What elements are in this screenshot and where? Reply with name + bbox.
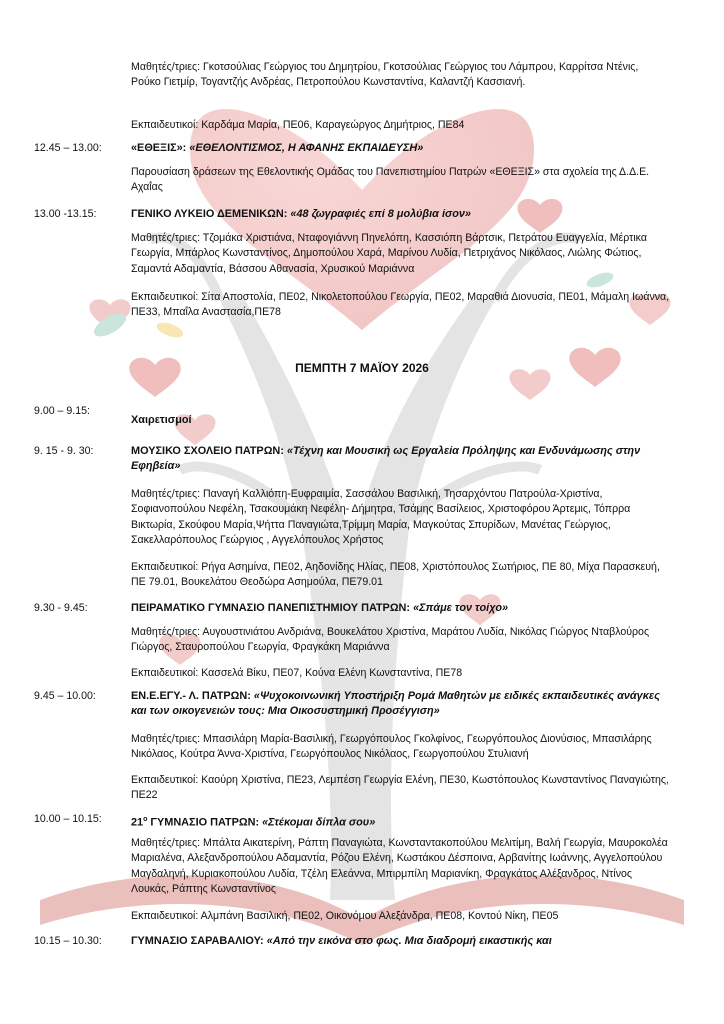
day-heading: ΠΕΜΠΤΗ 7 ΜΑΪΟΥ 2026 <box>295 361 429 375</box>
session-teachers: Εκπαιδευτικοί: Σίτα Αποστολία, ΠΕ02, Νικολετοπούλου Γεωργία, ΠΕ02, Μαραθιά Διονυσία, ΠΕ01, Μάμαλη Ιωάννα, ΠΕ33, Μπαΐλα Αναστασία,ΠΕ78 <box>131 291 670 319</box>
ordinal-superscript: ο <box>143 816 148 823</box>
session-time: 13.00 -13.15: <box>34 208 97 220</box>
session-teachers: Εκπαιδευτικοί: Κασσελά Βίκυ, ΠΕ07, Κούνα Ελένη Κωνσταντίνα, ΠΕ78 <box>131 667 463 679</box>
session-heading <box>131 934 671 949</box>
session-heading <box>131 207 671 222</box>
session-teachers: Εκπαιδευτικοί: Καούρη Χριστίνα, ΠΕ23, Λεμπέση Γεωργία Ελένη, ΠΕ30, Κωστόπουλος Κωνσταντίνος Παναγιώτης, ΠΕ22 <box>131 774 669 802</box>
session-description: Παρουσίαση δράσεων της Εθελοντικής Ομάδας του Πανεπιστημίου Πατρών «ΕΘΕΞΙΣ» στα σχολεία της Δ.Δ.Ε. Αχαΐας <box>131 166 650 194</box>
session-students: Μαθητές/τριες: Μπασιλάρη Μαρία-Βασιλική, Γεωργόπουλος Γκολφίνος, Γεωργόπουλος Διονύσιος, Μπασιλάρης Νικόλαος, Κούτρα Άννα-Χριστίνα, Γεωργόπουλος Νικόλαος, Γεωργοπούλου Στυλιανή <box>131 733 652 761</box>
session-title: «48 ζωγραφιές επί 8 μολύβια ίσον» <box>290 208 471 220</box>
session-heading <box>131 601 671 616</box>
session-title: «Τέχνη και Μουσική ως Εργαλεία Πρόληψης και Ενδυνάμωσης στην Εφηβεία» <box>131 445 641 473</box>
session-heading <box>131 689 671 720</box>
session-title: «ΕΘΕΛΟΝΤΙΣΜΟΣ, Η ΑΦΑΝΗΣ ΕΚΠΑΙΔΕΥΣΗ» <box>189 142 424 154</box>
session-time: 12.45 – 13.00: <box>34 142 102 154</box>
session-heading <box>131 141 671 156</box>
session-teachers: Εκπαιδευτικοί: Αλμπάνη Βασιλική, ΠΕ02, Οικονόμου Αλεξάνδρα, ΠΕ08, Κοντού Νίκη, ΠΕ05 <box>131 910 559 922</box>
session-heading <box>131 812 671 831</box>
session-org: ΓΥΜΝΑΣΙΟ ΣΑΡΑΒΑΛΙΟΥ: <box>131 935 264 947</box>
session-org: ΓΥΜΝΑΣΙΟ ΠΑΤΡΩΝ: <box>147 816 260 829</box>
session-title: «Από την εικόνα στο φως. Μια διαδρομή εικαστικής και <box>266 935 552 947</box>
session-time: 9.00 – 9.15: <box>34 405 90 417</box>
session-org: ΓΕΝΙΚΟ ΛΥΚΕΙΟ ΔΕΜΕΝΙΚΩΝ: <box>131 208 288 220</box>
session-title: «Ψυχοκοινωνική Υποστήριξη Ρομά Μαθητών με ειδικές εκπαιδευτικές ανάγκες και των οικογενειών τους: Μια Οικοσυστημική Προσέγγιση» <box>131 690 660 718</box>
session-org: «ΕΘΕΞΙΣ»: <box>131 142 187 154</box>
session-time: 9.45 – 10.00: <box>34 690 96 702</box>
session-title: «Στέκομαι δίπλα σου» <box>262 816 376 829</box>
session-org: ΜΟΥΣΙΚΟ ΣΧΟΛΕΙΟ ΠΑΤΡΩΝ: <box>131 445 284 457</box>
session-students: Μαθητές/τριες: Παναγή Καλλιόπη-Ευφραιμία, Σασσάλου Βασιλική, Τησαρχόντου Πατρούλα-Χριστίνα, Σοφιανοπούλου Νεφέλη, Τσακουμάκη Νεφέλη- Δήμητρα, Τσάμης Βασίλειος, Χριστοφόρου Άρτεμις, Τόπρρα Βικτωρία, Σκούφου Μαρία,Ψήττα Παναγιώτα,Τρίμμη Μαρία, Μαγκούτας Σπυρίδων, Μανέτας Γεώργιος, Σακελλαρόπουλος Γεώργιος , Αγγελόπουλος Χρήστος <box>131 488 631 546</box>
session-org: ΕΝ.Ε.ΕΓΥ.- Λ. ΠΑΤΡΩΝ: <box>131 690 251 702</box>
session-time: 9.30 - 9.45: <box>34 602 88 614</box>
session-heading <box>131 444 671 475</box>
session-org: ΠΕΙΡΑΜΑΤΙΚΟ ΓΥΜΝΑΣΙΟ ΠΑΝΕΠΙΣΤΗΜΙΟΥ ΠΑΤΡΩΝ: <box>131 602 411 614</box>
session-time: 10.15 – 10.30: <box>34 935 102 947</box>
session-teachers: Εκπαιδευτικοί: Ρήγα Ασημίνα, ΠΕ02, Αηδονίδης Ηλίας, ΠΕ08, Χριστόπουλος Σωτήριος, ΠΕ 80, Μίχα Παρασκευή, ΠΕ 79.01, Βουκελάτου Θεοδώρα Ασημούλα, ΠΕ79.01 <box>131 561 660 589</box>
session-students: Μαθητές/τριες: Αυγουστινιάτου Ανδριάνα, Βουκελάτου Χριστίνα, Μαράτου Λυδία, Νικόλας Γιώργος Νταβλούρος Γιώργος, Σταυροπούλου Γεωργία, Φραγκάκη Μαριάννα <box>131 626 650 654</box>
session-org-number: 21 <box>131 816 144 829</box>
session-title: «Σπάμε τον τοίχο» <box>413 602 509 614</box>
session-students: Μαθητές/τριες: Τζομάκα Χριστιάνα, Νταφογιάννη Πηνελόπη, Κασσιόπη Βάρτσικ, Πετράτου Ευαγγελία, Μέρτικα Γεωργία, Μπάρλος Κωνσταντίνος, Δημοπούλου Χαρά, Μαρίνου Λυδία, Πετριχάνος Νικόλαος, Λιώλης Φώτιος, Σαμαντά Αδαμαντία, Βάσσου Αθανασία, Χρυσικού Μαριάννα <box>131 232 647 275</box>
session-students: Μαθητές/τριες: Μπάλτα Αικατερίνη, Ράπτη Παναγιώτα, Κωνσταντακοπούλου Μελιτίμη, Βαλή Γεωργία, Μαυροκολέα Μαριαλένα, Αλεξανδροπούλου Αδαμαντία, Ρόζου Ελένη, Κωστάκου Δέσποινα, Αρβανίτης Ιωάννης, Αγγελοπούλου Μαγδαληνή, Κυριακοπούλου Λυδία, Τζέλη Ελεάννα, Μπιρμπίλη Μαριανίκη, Φραγκάτος Αλέξανδρος, Ντίνος Λουκάς, Ράπτης Κωνσταντίνος <box>131 837 668 895</box>
top-teachers: Εκπαιδευτικοί: Καρδάμα Μαρία, ΠΕ06, Καραγεώργος Δημήτριος, ΠΕ84 <box>131 119 465 131</box>
top-students: Μαθητές/τριες: Γκοτσούλιας Γεώργιος του Δημητρίου, Γκοτσούλιας Γεώργιος του Λάμπρου, Καρρίτσα Ντένις, Ρούκο Γιετμίρ, Τογαντζής Ανδρέας, Πετροπούλου Κωνσταντίνα, Καλαντζή Κασσιανή. <box>131 61 639 89</box>
session-time: 9. 15 - 9. 30: <box>34 445 94 457</box>
session-time: 10.00 – 10.15: <box>34 813 102 825</box>
session-heading: Χαιρετισμοί <box>131 414 192 426</box>
